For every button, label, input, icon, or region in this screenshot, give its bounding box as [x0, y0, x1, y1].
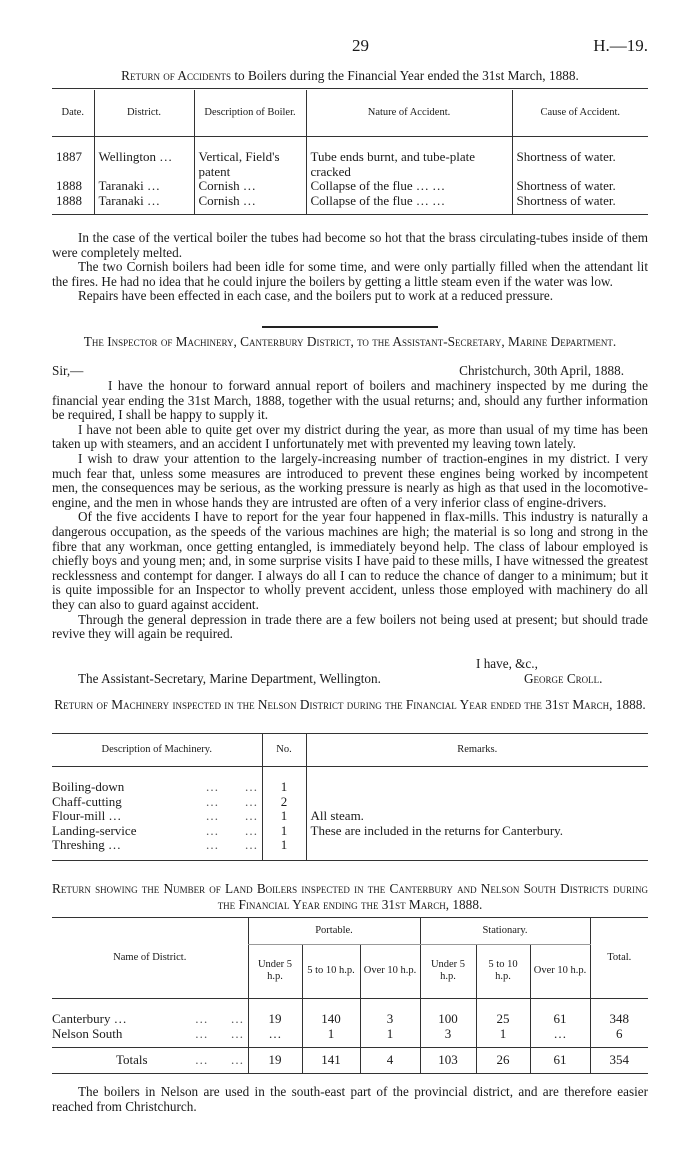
- page-header: [0, 36, 700, 56]
- machinery-title: Return of Machinery inspected in the Nelson District during the Financial Year ended the 31st March, 1888.: [54, 697, 646, 712]
- boilers-cell: …: [248, 1027, 302, 1042]
- boilers-cell: 140: [302, 1012, 360, 1027]
- boilers-total: 6: [590, 1027, 648, 1042]
- machinery-remarks: [306, 838, 648, 853]
- boilers-cell: 1: [476, 1027, 530, 1042]
- boilers-cell: 61: [530, 1012, 590, 1027]
- machinery-remarks: [306, 780, 648, 795]
- accident-cause: Shortness of water.: [512, 150, 648, 179]
- table-row: [52, 824, 648, 839]
- accidents-col-nature: Nature of Accident.: [306, 90, 512, 136]
- machinery-description: Flour-mill … … …: [52, 808, 258, 823]
- accident-district: Wellington …: [94, 150, 194, 179]
- machinery-remarks: All steam.: [306, 809, 648, 824]
- machinery-count: 1: [262, 838, 306, 853]
- machinery-table: [52, 734, 648, 861]
- accidents-table: [52, 90, 648, 215]
- boilers-title: Return showing the Number of Land Boilers inspected in the Canterbury and Nelson South Districts during the Financial Year ending the 31st March, 1888.: [52, 881, 648, 912]
- boilers-subcol: 5 to 10 h.p.: [476, 944, 530, 998]
- boilers-subcol: Under 5 h.p.: [248, 944, 302, 998]
- boilers-subcol: Over 10 h.p.: [530, 944, 590, 998]
- boilers-subcol: Over 10 h.p.: [360, 944, 420, 998]
- machinery-count: 1: [262, 824, 306, 839]
- letter-paragraph: I wish to draw your attention to the largely-increasing number of traction-engines in my district. I very much fear that, unless some measures are introduced to prevent these engines being worked by incompetent men, the consequences may be serious, as the working pressure is nearly as high as that used in the locomotive-engine, and the men in whose hands they are intrusted are often of a very inferior class of engine-drivers.: [52, 450, 648, 510]
- machinery-count: 2: [262, 795, 306, 810]
- machinery-description: Threshing … … …: [52, 837, 258, 852]
- accidents-title-lead: Return of Accidents: [121, 68, 231, 83]
- boilers-cell: 1: [360, 1027, 420, 1042]
- accidents-col-date: Date.: [61, 106, 84, 118]
- boilers-grand-total: 354: [590, 1047, 648, 1073]
- boilers-total-cell: 61: [530, 1047, 590, 1073]
- boilers-total-cell: 26: [476, 1047, 530, 1073]
- accidents-title-rest: to Boilers during the Financial Year ended the 31st March, 1888.: [231, 68, 579, 83]
- boilers-cell: 1: [302, 1027, 360, 1042]
- letter-closing: I have, &c.,: [476, 656, 538, 671]
- boilers-note: The boilers in Nelson are used in the south-east part of the provincial district, and are therefore easier reached from Christchurch.: [52, 1084, 648, 1114]
- table-row: [52, 1027, 648, 1042]
- accidents-col-description: Description of Boiler.: [194, 90, 306, 136]
- letter-addressee: The Assistant-Secretary, Marine Department, Wellington.: [78, 671, 381, 686]
- letter-heading: The Inspector of Machinery, Canterbury District, to the Assistant-Secretary, Marine Department.: [83, 334, 617, 349]
- note-paragraph: In the case of the vertical boiler the tubes had become so hot that the brass circulating-tubes inside of them were completely melted.: [52, 230, 648, 260]
- machinery-col-description: Description of Machinery.: [101, 743, 212, 755]
- machinery-count: 1: [262, 780, 306, 795]
- boilers-total-cell: 4: [360, 1047, 420, 1073]
- boilers-cell: …: [530, 1027, 590, 1042]
- boilers-total-cell: 103: [420, 1047, 476, 1073]
- accident-nature: Tube ends burnt, and tube-plate cracked: [306, 150, 512, 179]
- section-separator: [262, 326, 438, 328]
- accidents-notes: [52, 231, 648, 304]
- boilers-table: [52, 918, 648, 1074]
- boilers-district-name: Canterbury … … …: [52, 1011, 244, 1026]
- boilers-group-stationary: Stationary.: [420, 918, 590, 944]
- accident-description: Vertical, Field's patent: [194, 150, 306, 179]
- page-number: 29: [352, 36, 369, 55]
- boilers-total: 348: [590, 1012, 648, 1027]
- boilers-cell: 3: [360, 1012, 420, 1027]
- letter-paragraph: I have not been able to quite get over my district during the year, as more than usual of my time has been taken up with steamers, and an accident I unfortunately met with prevented my leaving town lately.: [52, 421, 648, 452]
- boilers-totals-label: Totals … …: [116, 1051, 244, 1067]
- boilers-cell: 3: [420, 1027, 476, 1042]
- letter-signoff-line: [52, 672, 648, 687]
- accident-district: Taranaki …: [94, 194, 194, 209]
- accidents-title: [52, 68, 648, 84]
- letter-place-date: Christchurch, 30th April, 1888.: [459, 363, 624, 378]
- letter-signature: George Croll.: [524, 671, 603, 686]
- boilers-cell: 25: [476, 1012, 530, 1027]
- letter-closing-line: [52, 657, 648, 672]
- boilers-cell: 19: [248, 1012, 302, 1027]
- accidents-top-rule: [52, 88, 648, 89]
- accident-date: 1887: [56, 149, 82, 164]
- note-paragraph: The two Cornish boilers had been idle for some time, and were only partially filled when the attendant lit the fires. He had no idea that he could injure the boilers by getting a little steam even if the water was low.: [52, 259, 648, 289]
- boilers-district-name: Nelson South … …: [52, 1025, 244, 1041]
- letter-salutation-line: [52, 364, 648, 379]
- letter-body: [52, 379, 648, 642]
- accident-description: Cornish …: [194, 179, 306, 194]
- accident-nature: Collapse of the flue … …: [306, 194, 512, 209]
- table-row: [52, 194, 648, 209]
- boilers-cell: 100: [420, 1012, 476, 1027]
- accident-nature: Collapse of the flue … …: [306, 179, 512, 194]
- boilers-totals-row: [52, 1047, 648, 1073]
- boilers-subcol: 5 to 10 h.p.: [302, 944, 360, 998]
- machinery-description: Landing-service … …: [52, 822, 258, 838]
- accident-cause: Shortness of water.: [512, 194, 648, 209]
- accident-description: Cornish …: [194, 194, 306, 209]
- note-paragraph: Repairs have been effected in each case, and the boilers put to work at a reduced pressure.: [78, 288, 554, 304]
- table-row: [52, 780, 648, 795]
- table-row: [52, 179, 648, 194]
- accidents-col-district: District.: [94, 90, 194, 136]
- machinery-remarks: These are included in the returns for Canterbury.: [306, 824, 648, 839]
- machinery-col-remarks: Remarks.: [306, 734, 648, 766]
- table-row: [52, 795, 648, 810]
- machinery-col-no: No.: [262, 734, 306, 766]
- boilers-subcol: Under 5 h.p.: [420, 944, 476, 998]
- boilers-col-name: Name of District.: [52, 918, 248, 998]
- boilers-group-portable: Portable.: [248, 918, 420, 944]
- machinery-description: Boiling-down … …: [52, 779, 258, 794]
- machinery-description: Chaff-cutting … …: [52, 793, 258, 809]
- letter-salutation: Sir,—: [52, 363, 84, 378]
- table-row: [52, 838, 648, 853]
- letter-paragraph: Through the general depression in trade there are a few boilers not being used at present; but should trade revive they will again be required.: [52, 611, 648, 642]
- accidents-col-cause: Cause of Accident.: [512, 90, 648, 136]
- accident-cause: Shortness of water.: [512, 179, 648, 194]
- accident-date: 1888: [56, 178, 82, 193]
- letter-paragraph: I have the honour to forward annual report of boilers and machinery inspected by me during the financial year ending the 31st March, 1888, together with the usual returns; and, should any further information be required, I shall be happy to supply it.: [52, 378, 648, 423]
- section-code: H.—19.: [593, 36, 648, 55]
- accident-date: 1888: [56, 192, 82, 208]
- boilers-col-total: Total.: [590, 918, 648, 998]
- table-row: [52, 1012, 648, 1027]
- table-row: [52, 809, 648, 824]
- machinery-remarks: [306, 795, 648, 810]
- letter-paragraph: Of the five accidents I have to report for the year four happened in flax-mills. This industry is naturally a dangerous occupation, as the speeds of the various machines are high; the material is so long and strong in the fibre that any workman, once getting entangled, is immediately beyond help. The class of labour employed is chiefly boys and young men; and, in some surprise visits I have paid to these mills, I have witnessed the greatest recklessness and contempt for danger. I always do all I can to reduce the chance of danger to a minimum; but it is quite impossible for an Inspector to wholly prevent accident, unless those employed with machinery do all they can also to guard against accident.: [52, 509, 648, 612]
- boilers-total-cell: 19: [248, 1047, 302, 1073]
- machinery-count: 1: [262, 809, 306, 824]
- boilers-total-cell: 141: [302, 1047, 360, 1073]
- table-row: [52, 150, 648, 179]
- accident-district: Taranaki …: [94, 179, 194, 194]
